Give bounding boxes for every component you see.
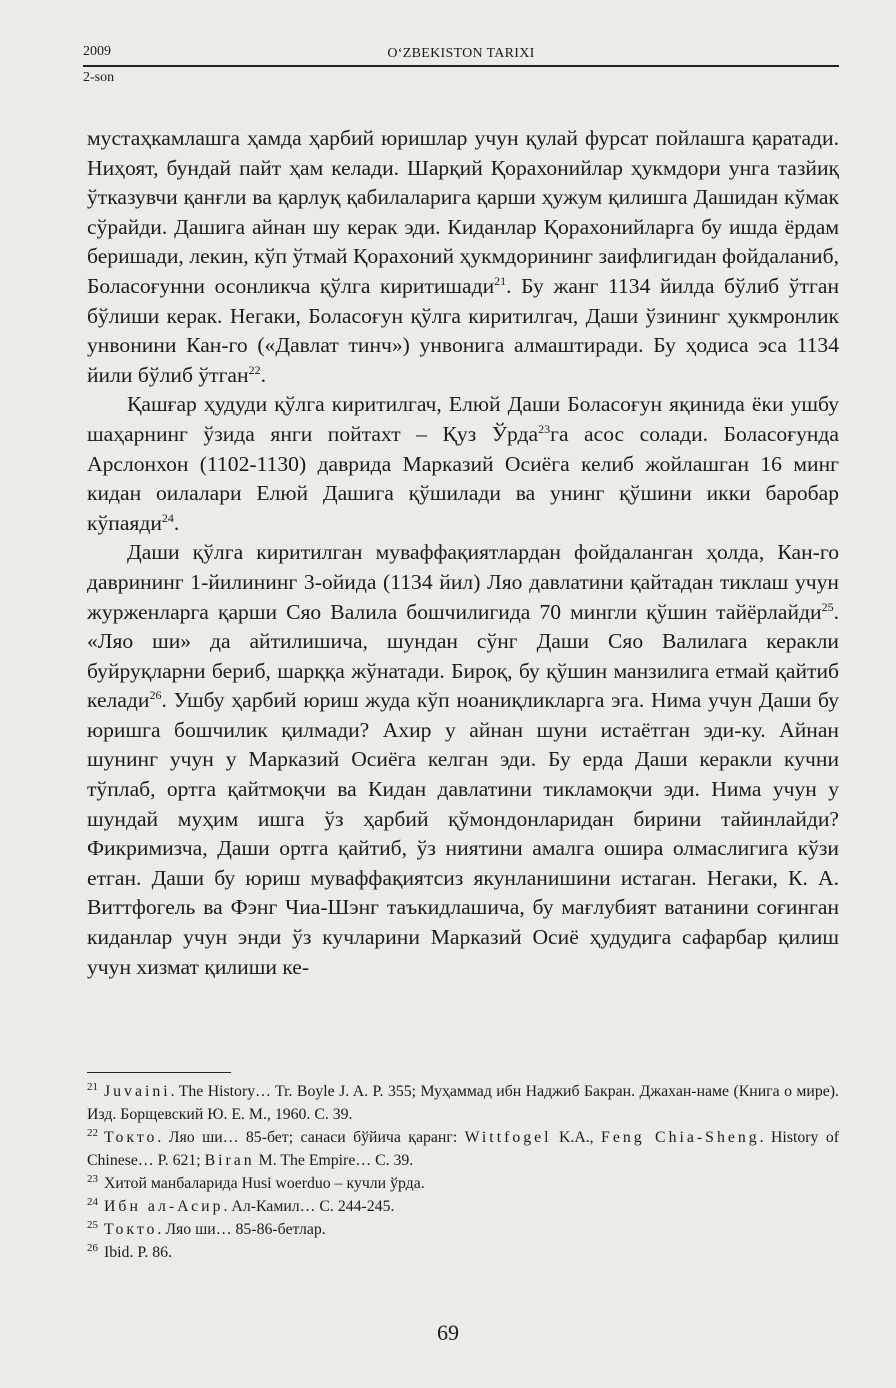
header-journal-title: O‘ZBEKISTON TARIXI [387,46,535,61]
header-year: 2009 [83,44,111,59]
footnote-ref-22[interactable]: 22 [248,362,261,377]
footnote-ref-23[interactable]: 23 [538,421,551,436]
footnote-25: $^{25}$ Токто. Ляо ши… 85-86-бетлар. [87,1218,326,1238]
running-header [83,44,839,90]
paragraph-2: Қашғар ҳудуди қўлга киритилгач, Елюй Даши Боласоғун яқинида ёки ушбу шаҳарнинг ўзида янги пойтахт – Қуз Ўрда$^{23}$га асос солади. Боласоғунда Арслонхон (1102-1130) даврида Марказий Осиёга келиб жойлашган 16 минг кидан оилалари Елюй Дашига қўшилади ва унинг қўшини икки баробар кўпаяди$^{24}$. [87,392,839,535]
footnote-22: $^{22}$ Токто. Ляо ши… 85-бет; санаси бўйича қаранг: Wittfogel K.A., Feng Chia-Sheng. History of Chinese… P. 621; Biran M. The Empire… С. 39. [87,1126,839,1169]
page-number: 69 [437,1320,459,1345]
footnote-23: $^{23}$ Хитой манбаларида Husi woerduo – кучли ўрда. [87,1172,425,1192]
footnote-ref-24[interactable]: 24 [161,510,174,525]
footnote-ref-21[interactable]: 21 [494,273,507,288]
footnote-24: $^{24}$ Ибн ал-Асир. Ал-Камил… С. 244-245. [87,1195,395,1215]
footnote-ref-26[interactable]: 26 [149,688,162,703]
footnote-26: $^{26}$ Ibid. P. 86. [87,1241,173,1261]
footnote-separator [87,1072,231,1073]
footnote-ref-25[interactable]: 25 [821,599,834,614]
paragraph-3: Даши қўлга киритилган муваффақиятлардан фойдаланган ҳолда, Кан-го даврининг 1-йилининг 3-ойида (1134 йил) Ляо давлатини қайтадан тиклаш учун журженларга қарши Сяо Валила бошчилигида 70 мингли қўшин тайёрлайди$^{25}$. «Ляо ши» да айтилишича, шундан сўнг Даши Сяо Валилага керакли буйруқларни бериб, шарққа жўнатади. Бироқ, бу қўшин манзилига етмай қайтиб келади$^{26}$. Ушбу ҳарбий юриш жуда кўп ноаниқликларга эга. Нима учун Даши бу юришга бошчилик қилмади? Ахир у айнан шуни истаётган эди-ку. Айнан шунинг учун у Марказий Осиёга келган эди. Бу ерда Даши керакли кучни тўплаб, ортга қайтмоқчи ва Кидан давлатини тикламоқчи эди. Нима учун у шундай муҳим ишга ўз ҳарбий қўмондонларидан бирини тайинлайди? Фикримизча, Даши ортга қайтиб, ўз ниятини амалга ошира олмаслигига кўзи етган. Даши бу юриш муваффақиятсиз якунланишини истаган. Негаки, К. А. Виттфогель ва Фэнг Чиа-Шэнг таъкидлашича, бу мағлубият ватанини соғинган киданлар учун энди ўз кучларини Марказий Осиё ҳудудига сафарбар қилиш учун хизмат қилиши ке- [87,540,839,979]
header-issue: 2-son [83,70,115,85]
footnote-21: $^{21}$ Juvaini. The History… Tr. Boyle J. A. P. 355; Муҳаммад ибн Наджиб Бакран. Джахан-наме (Книга о мире). Изд. Борщевский Ю. Е. М., 1960. С. 39. [87,1080,839,1123]
footnotes [87,1080,839,1264]
header-rule [83,65,839,67]
paragraph-1: мустаҳкамлашга ҳамда ҳарбий юришлар учун қулай фурсат пойлашга қаратади. Ниҳоят, бундай пайт ҳам келади. Шарқий Қорахонийлар ҳукмдори унга тазйиқ ўтказувчи қанғли ва қарлуқ қабилаларига қарши ҳужум қилишга Дашидан кўмак сўрайди. Дашига айнан шу керак эди. Киданлар Қорахонийларга бу ишда ёрдам беришади, лекин, кўп ўтмай Қорахоний ҳукмдорининг заифлигидан фойдаланиб, Боласоғунни осонликча қўлга киритишади$^{21}$. Бу жанг 1134 йилда бўлиб ўтган бўлиши керак. Негаки, Боласоғун қўлга киритилгач, Даши ўзининг ҳукмронлик унвонини Кан-го («Давлат тинч») унвонига алмаштиради. Бу ҳодиса эса 1134 йили бўлиб ўтган$^{22}$. [87,126,839,387]
main-text [87,124,839,982]
